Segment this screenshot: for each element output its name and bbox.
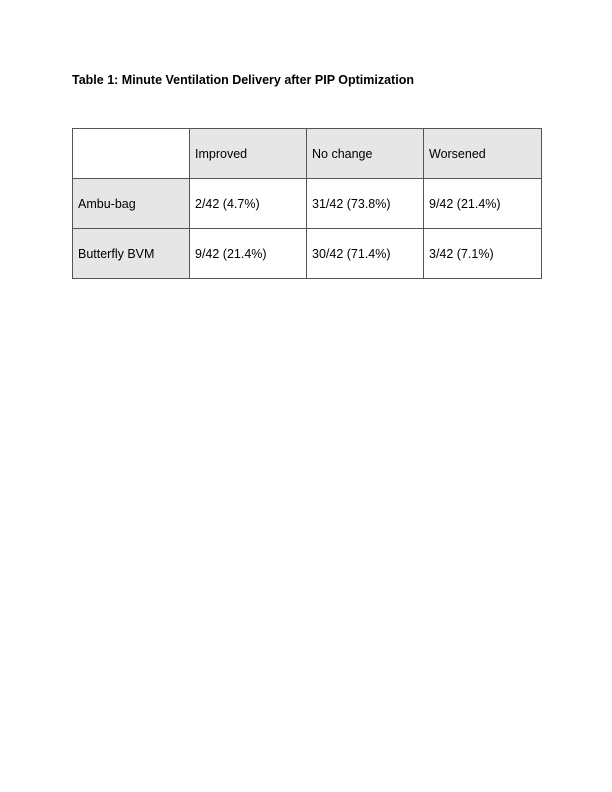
table-cell: 30/42 (71.4%) bbox=[307, 229, 424, 279]
table-header-row bbox=[73, 129, 542, 179]
table-cell: 3/42 (7.1%) bbox=[424, 229, 542, 279]
results-table bbox=[72, 128, 542, 279]
row-header-butterfly-bvm: Butterfly BVM bbox=[73, 229, 190, 279]
table-cell: 9/42 (21.4%) bbox=[190, 229, 307, 279]
column-header-improved: Improved bbox=[190, 129, 307, 179]
column-header-no-change: No change bbox=[307, 129, 424, 179]
table-cell: 2/42 (4.7%) bbox=[190, 179, 307, 229]
table-row bbox=[73, 229, 542, 279]
row-header-ambu-bag: Ambu-bag bbox=[73, 179, 190, 229]
table-cell: 31/42 (73.8%) bbox=[307, 179, 424, 229]
table-row bbox=[73, 179, 542, 229]
column-header-worsened: Worsened bbox=[424, 129, 542, 179]
table-cell: 9/42 (21.4%) bbox=[424, 179, 542, 229]
table-title: Table 1: Minute Ventilation Delivery after PIP Optimization bbox=[72, 73, 414, 87]
header-corner-cell bbox=[73, 129, 190, 179]
